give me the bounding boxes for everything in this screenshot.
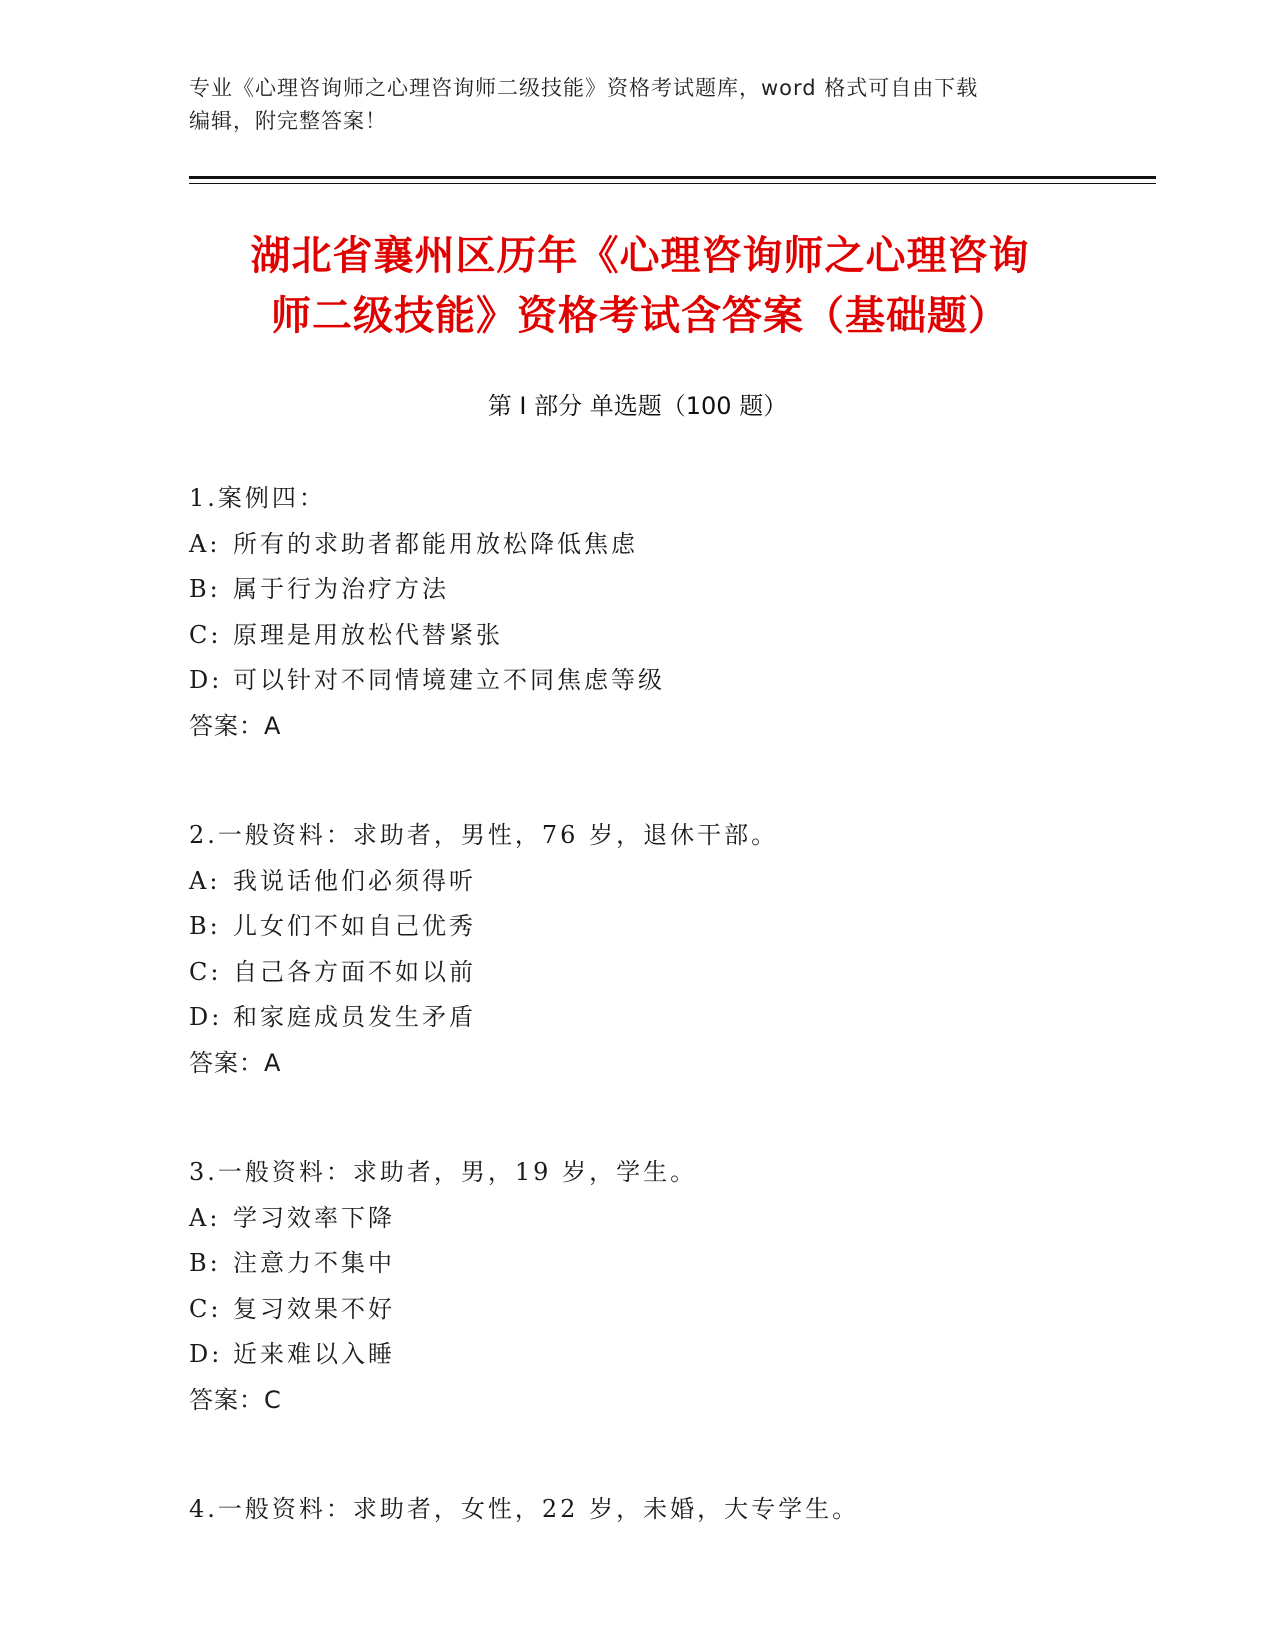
header-rule-thin <box>189 183 1156 184</box>
option-text: 所有的求助者都能用放松降低焦虑 <box>233 529 638 558</box>
option-text: 儿女们不如自己优秀 <box>233 912 476 940</box>
question-stem: 1.案例四： <box>189 484 326 512</box>
question-stem: 4.一般资料：求助者，女性，22 岁，未婚，大专学生。 <box>189 1495 860 1523</box>
option-text: 可以针对不同情境建立不同焦虑等级 <box>233 666 665 694</box>
header-note-line2: 编辑，附完整答案！ <box>189 109 387 133</box>
option-text: 自己各方面不如以前 <box>233 957 476 986</box>
option-key: A: <box>189 529 221 558</box>
option-text: 学习效率下降 <box>233 1203 395 1232</box>
option-d <box>189 658 1149 704</box>
option-key: A: <box>189 866 221 895</box>
option-d <box>189 995 1149 1041</box>
answer-line: 答案：A <box>189 711 282 740</box>
option-text: 属于行为治疗方法 <box>233 575 449 603</box>
question-stem: 2.一般资料：求助者，男性，76 岁，退休干部。 <box>189 821 779 849</box>
question-4 <box>189 1487 1149 1533</box>
option-key: B: <box>189 575 221 603</box>
option-c <box>189 950 1149 996</box>
option-a <box>189 522 1149 568</box>
option-b <box>189 567 1149 613</box>
option-text: 和家庭成员发生矛盾 <box>233 1003 476 1031</box>
option-key: D: <box>189 1340 223 1368</box>
question-1 <box>189 476 1149 749</box>
option-key: D: <box>189 666 223 694</box>
header-rule-thick <box>189 176 1156 179</box>
option-text: 注意力不集中 <box>233 1249 395 1277</box>
document-title-line2: 师二级技能》资格考试含答案（基础题） <box>271 293 1009 339</box>
option-text: 我说话他们必须得听 <box>233 866 476 895</box>
option-key: B: <box>189 1249 221 1277</box>
header-note <box>189 72 1089 138</box>
document-title-line1: 湖北省襄州区历年《心理咨询师之心理咨询 <box>250 233 1030 279</box>
section-heading: 第 I 部分 单选题（100 题） <box>487 392 788 420</box>
option-a <box>189 1196 1149 1242</box>
option-c <box>189 613 1149 659</box>
question-stem: 3.一般资料：求助者，男，19 岁，学生。 <box>189 1158 698 1186</box>
option-key: C: <box>189 1294 222 1323</box>
question-2 <box>189 813 1149 1086</box>
option-key: C: <box>189 957 222 986</box>
option-key: C: <box>189 620 222 649</box>
option-d <box>189 1332 1149 1378</box>
option-a <box>189 859 1149 905</box>
option-c <box>189 1287 1149 1333</box>
option-text: 复习效果不好 <box>233 1294 395 1323</box>
option-key: B: <box>189 912 221 940</box>
option-key: A: <box>189 1203 221 1232</box>
option-b <box>189 1241 1149 1287</box>
question-3 <box>189 1150 1149 1423</box>
option-text: 原理是用放松代替紧张 <box>233 620 503 649</box>
option-b <box>189 904 1149 950</box>
option-key: D: <box>189 1003 223 1031</box>
option-text: 近来难以入睡 <box>233 1340 395 1368</box>
answer-line: 答案：A <box>189 1048 282 1077</box>
document-title <box>160 226 1120 346</box>
answer-line: 答案：C <box>189 1385 282 1414</box>
header-note-line1: 专业《心理咨询师之心理咨询师二级技能》资格考试题库，word 格式可自由下载 <box>189 76 979 100</box>
question-list <box>189 476 1149 1597</box>
